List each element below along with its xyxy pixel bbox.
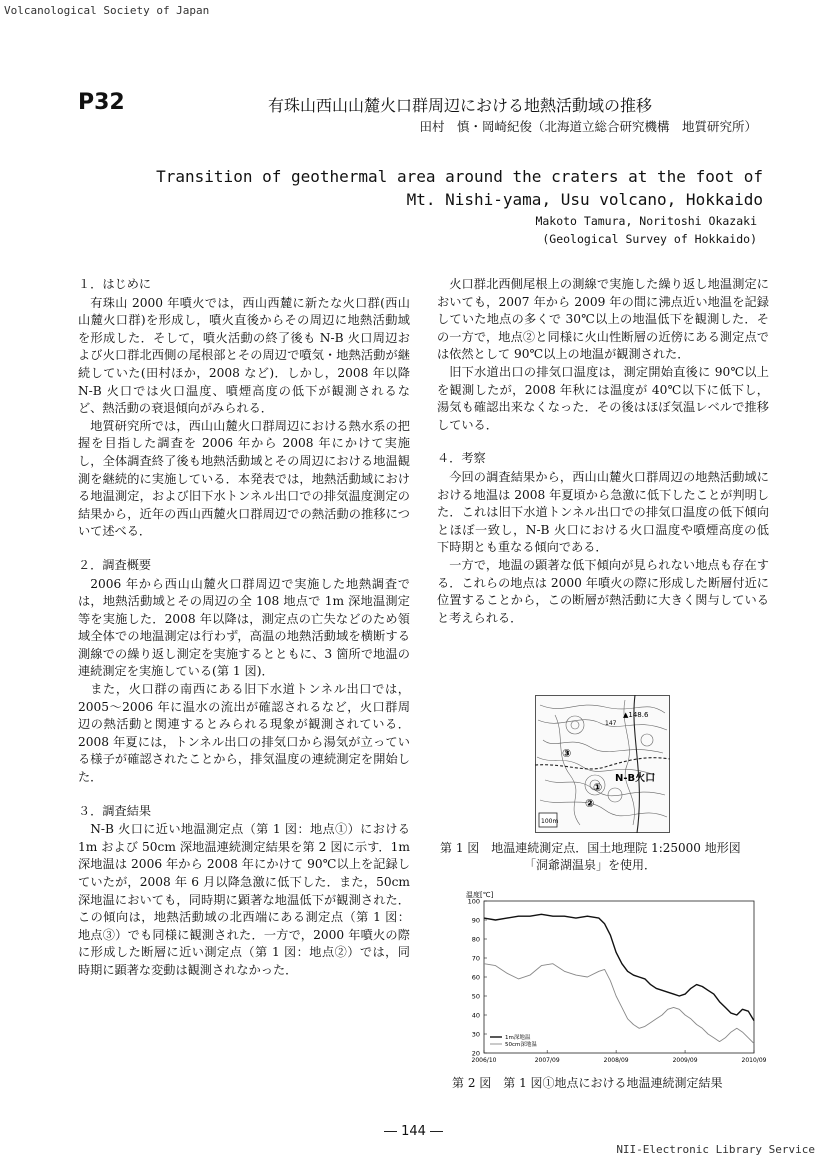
elevation-label: ▲148.6	[623, 711, 649, 719]
left-column	[78, 276, 410, 980]
figure1-caption-line1: 第 1 図 地温連続測定点．国土地理院 1:25000 地形図	[440, 841, 741, 855]
title-japanese: 有珠山西山山麓火口群周辺における地熱活動域の推移	[267, 96, 652, 115]
y-tick-label: 70	[471, 954, 480, 963]
series-line-50cm	[484, 964, 754, 1044]
y-tick-label: 100	[467, 897, 480, 906]
society-header: Volcanological Society of Japan	[4, 4, 210, 17]
y-tick-label: 90	[471, 916, 480, 925]
y-tick-label: 80	[471, 935, 480, 944]
paragraph: 旧下水道出口の排気口温度は，測定開始直後に 90℃以上を観測したが，2008 年秋には温度が 40℃以下に低下し，湯気も確認出来なくなった．その後はほぼ気温レベルで推移している．	[437, 364, 769, 432]
section-heading-results: ３．調査結果	[78, 803, 152, 818]
title-english-line2: Mt. Nishi-yama, Usu volcano, Hokkaido	[406, 190, 763, 209]
x-axis-ticks	[472, 1050, 767, 1064]
paragraph: 火口群北西側尾根上の測線で実施した繰り返し地温測定においても，2007 年から 2009 年の間に沸点近い地温を記録していた地点の多くで 30℃以上の地温低下を観測した．その一方で，地点②と同様に火山性断層の近傍にある測定点では依然として 90℃以上の地温が観測された．	[437, 277, 769, 362]
x-tick-label: 2008/09	[603, 1057, 629, 1064]
legend-label: 50cm深地温	[505, 1042, 537, 1048]
station-1-marker: ①	[593, 781, 603, 794]
legend-label: 1m深地温	[505, 1035, 531, 1041]
paragraph: 地質研究所では，西山山麓火口群周辺における熱水系の把握を目指した調査を 2006 年から 2008 年にかけて実施し，全体調査終了後も地熱活動域とその周辺における地温観測を継続的に実施している．本発表では，地熱活動域における地温測定，および旧下水トンネル出口での排気温度測定の結果から，近年の西山西麓火口群周辺での熱活動の推移について述べる．	[78, 418, 410, 539]
x-tick-label: 2010/09	[741, 1057, 767, 1064]
section-heading-overview: ２．調査概要	[78, 557, 152, 572]
y-tick-label: 30	[471, 1030, 480, 1039]
x-tick-label: 2006/10	[471, 1057, 497, 1064]
page-number: ― 144 ―	[383, 1124, 444, 1139]
figure1-caption	[440, 840, 770, 874]
paragraph: 今回の調査結果から，西山山麓火口群周辺の地熱活動域における地温は 2008 年夏頃から急激に低下したことが判明した．これは旧下水道トンネル出口での排気口温度の低下傾向とほぼ一致し，N-B 火口における火口温度や噴煙高度の低下時期とも重なる傾向である．	[437, 469, 769, 555]
affiliation-english: (Geological Survey of Hokkaido)	[542, 232, 757, 246]
paragraph: 有珠山 2000 年噴火では，西山西麓に新たな火口群(西山山麓火口群)を形成し，噴火直後からその周辺に地熱活動域を形成した．そして，噴火活動の終了後も N-B 火口周辺および火口群北西側の尾根部とその周辺で噴気・地熱活動が継続していた(田村ほか，2008 など)．しかし，2008 年以降 N-B 火口では火口温度、噴煙高度の低下が観測されるなど、熱活動の衰退傾向がみられる．	[78, 295, 410, 416]
poster-id: P32	[78, 90, 125, 115]
figure1-caption-line2: 「洞爺湖温泉」を使用．	[524, 858, 657, 872]
paragraph: 2006 年から西山山麓火口群周辺で実施した地熱調査では，地熱活動域とその周辺の全 108 地点で 1m 深地温測定等を実施した．2008 年以降は，測定点の亡失などのため領域全体での地温測定は行わず，高温の地熱活動域を横断する測線での繰り返し測定を実施するとともに、3 箇所で地温の連続測定を実施している(第 1 図)．	[78, 576, 410, 679]
legend	[490, 1033, 537, 1048]
paragraph: N-B 火口に近い地温測定点（第 1 図：地点①）における 1m および 50cm 深地温連続測定結果を第 2 図に示す．1m 深地温は 2006 年から 2008 年にかけて 90℃以上を記録していたが，2008 年 6 月以降急激に低下した．また，50cm 深地温においても，同時期に顕著な地温低下が観測された．この傾向は，地熱活動域の北西端にある測定点（第 1 図：地点③）でも同様に観測された．一方で，2000 年噴火の際に形成した断層に近い測定点（第 1 図：地点②）では，同時期に顕著な変動は観測されなかった．	[78, 822, 410, 977]
station-2-marker: ②	[585, 797, 595, 810]
y-tick-label: 60	[471, 973, 480, 982]
library-footer: NII-Electronic Library Service	[616, 1143, 815, 1156]
paragraph: 一方で，地温の顕著な低下傾向が見られない地点も存在する．これらの地点は 2000 年噴火の際に形成した断層付近に位置することから，この断層が熱活動に大きく関与していると考えられる．	[437, 557, 769, 625]
paragraph: また，火口群の南西にある旧下水道トンネル出口では，2005～2006 年に温水の流出が確認されるなど，火口群周辺の熱活動と関連するとみられる現象が観測されている．2008 年夏には，トンネル出口の排気口から湯気が立っている様子が確認されたことから，排気温度の連続測定を開始した．	[78, 682, 410, 785]
y-tick-label: 20	[471, 1049, 480, 1058]
figure2-caption: 第 2 図 第 1 図①地点における地温連続測定結果	[452, 1076, 723, 1090]
topographic-map	[535, 695, 670, 833]
section-heading-intro: １．はじめに	[78, 277, 152, 291]
contour-label: 147	[605, 720, 617, 727]
right-column	[437, 276, 769, 627]
station-3-marker: ③	[562, 747, 572, 760]
series-lines	[484, 914, 754, 1043]
y-tick-label: 50	[471, 992, 480, 1001]
x-tick-label: 2007/09	[534, 1057, 560, 1064]
series-line-1m	[484, 914, 754, 1020]
authors-english: Makoto Tamura, Noritoshi Okazaki	[535, 214, 757, 228]
y-tick-label: 40	[471, 1011, 480, 1020]
x-tick-label: 2009/09	[672, 1057, 698, 1064]
section-heading-discussion: ４．考察	[437, 451, 486, 466]
title-english-line1: Transition of geothermal area around the craters at the foot of	[156, 167, 763, 186]
temperature-chart	[454, 885, 770, 1075]
nb-crater-label: N-B火口	[615, 773, 656, 784]
y-axis-label: 温度[℃]	[466, 891, 494, 899]
scale-label: 100m	[541, 818, 559, 825]
authors-japanese: 田村 慎・岡崎紀俊（北海道立総合研究機構 地質研究所）	[419, 119, 757, 134]
